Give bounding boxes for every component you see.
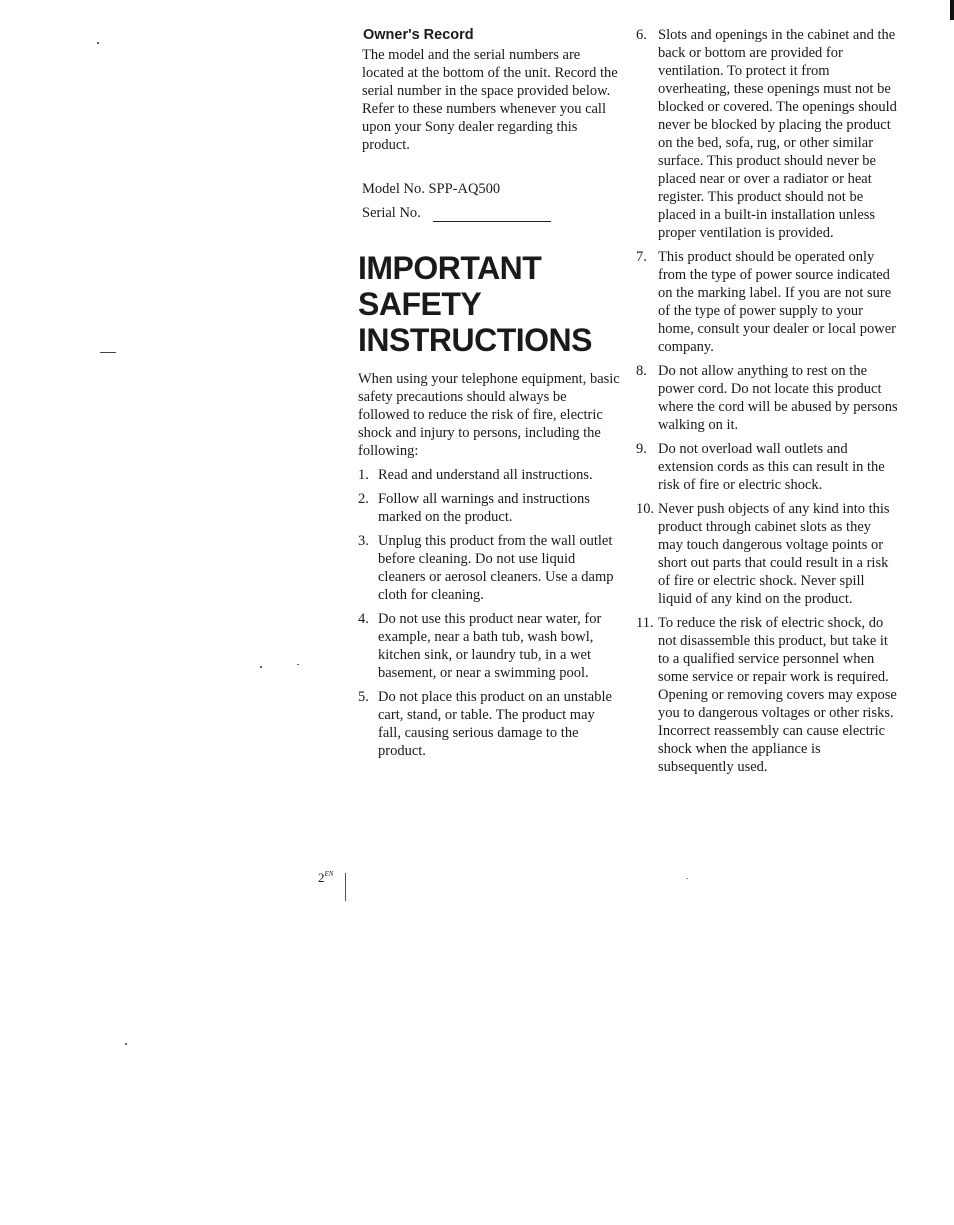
serial-number-label: Serial No.: [362, 205, 421, 221]
scan-speck: [260, 666, 262, 668]
scan-speck: [100, 352, 116, 353]
page-number-suffix: EN: [324, 870, 334, 878]
page-number-value: 2: [318, 870, 325, 885]
right-column: [636, 26, 898, 782]
safety-title: [358, 250, 620, 358]
item-text: This product should be operated only from the type of power source indicated on the marking label. If you are not sure of the type of power supply to your home, consult your dealer or local power company.: [658, 249, 896, 355]
instruction-item: [636, 248, 898, 356]
title-line-3: INSTRUCTIONS: [358, 322, 592, 358]
item-number: 2.: [358, 491, 369, 507]
scan-speck: [686, 878, 688, 879]
instruction-list-left: [358, 466, 620, 760]
item-number: 6.: [636, 27, 647, 43]
item-number: 3.: [358, 533, 369, 549]
item-text: To reduce the risk of electric shock, do not disassemble this product, but take it to a qualified service personnel when some service or repair work is required. Opening or removing covers may expose you to dangerous voltages or other risks. Incorrect reassembly can cause electric shock when the appliance is subsequently used.: [658, 615, 897, 775]
instruction-item: [636, 362, 898, 434]
instruction-list-right: [636, 26, 898, 776]
left-column: [358, 26, 620, 766]
instruction-item: [358, 466, 620, 484]
model-number: Model No. SPP-AQ500: [362, 181, 501, 197]
item-text: Slots and openings in the cabinet and the back or bottom are provided for ventilation. To protect it from overheating, these openings must not be blocked or covered. The openings should never be blocked by placing the product on the bed, sofa, rug, or other similar surface. This product should never be placed near or over a radiator or heat register. This product should not be placed in a built-in installation unless proper ventilation is provided.: [658, 27, 897, 241]
instruction-item: [358, 532, 620, 604]
page-number: [318, 870, 333, 886]
serial-number-line: [362, 204, 620, 222]
intro-paragraph: When using your telephone equipment, basic safety precautions should always be followed to reduce the risk of fire, electric shock and injury to persons, including the following:: [358, 371, 620, 459]
scan-speck: [297, 664, 299, 665]
instruction-item: [636, 614, 898, 776]
item-number: 8.: [636, 363, 647, 379]
instruction-item: [358, 610, 620, 682]
title-line-1: IMPORTANT: [358, 250, 542, 286]
page-edge-mark: [950, 0, 954, 20]
instruction-item: [636, 440, 898, 494]
item-number: 7.: [636, 249, 647, 265]
item-text: Read and understand all instructions.: [378, 467, 593, 483]
item-text: Unplug this product from the wall outlet before cleaning. Do not use liquid cleaners or aerosol cleaners. Use a damp cloth for cleaning.: [378, 533, 614, 603]
item-number: 1.: [358, 467, 369, 483]
instruction-item: [636, 500, 898, 608]
item-text: Do not overload wall outlets and extension cords as this can result in the risk of fire or electric shock.: [658, 441, 885, 493]
item-number: 9.: [636, 441, 647, 457]
item-text: Do not use this product near water, for example, near a bath tub, wash bowl, kitchen sink, or laundry tub, in a wet basement, or near a swimming pool.: [378, 611, 602, 681]
title-line-2: SAFETY: [358, 286, 482, 322]
item-text: Follow all warnings and instructions marked on the product.: [378, 491, 590, 525]
owners-record-heading: Owner's Record: [363, 27, 474, 43]
serial-number-blank: [433, 207, 551, 222]
instruction-item: [358, 490, 620, 526]
item-number: 10.: [636, 501, 655, 517]
item-text: Do not allow anything to rest on the power cord. Do not locate this product where the cord will be abused by persons walking on it.: [658, 363, 898, 433]
page-number-rule: [345, 873, 346, 901]
instruction-item: [358, 688, 620, 760]
instruction-item: [636, 26, 898, 242]
item-text: Never push objects of any kind into this product through cabinet slots as they may touch dangerous voltage points or short out parts that could result in a risk of fire or electric shock. Never spill liquid of any kind on the product.: [658, 501, 890, 607]
item-text: Do not place this product on an unstable cart, stand, or table. The product may fall, causing serious damage to the product.: [378, 689, 612, 759]
scan-speck: [125, 1043, 127, 1045]
item-number: 11.: [636, 615, 654, 631]
scan-speck: [97, 42, 99, 44]
item-number: 4.: [358, 611, 369, 627]
owners-record-body: The model and the serial numbers are located at the bottom of the unit. Record the serial number in the space provided below. Refer to these numbers whenever you call upon your Sony dealer regarding this product.: [362, 47, 618, 153]
item-number: 5.: [358, 689, 369, 705]
